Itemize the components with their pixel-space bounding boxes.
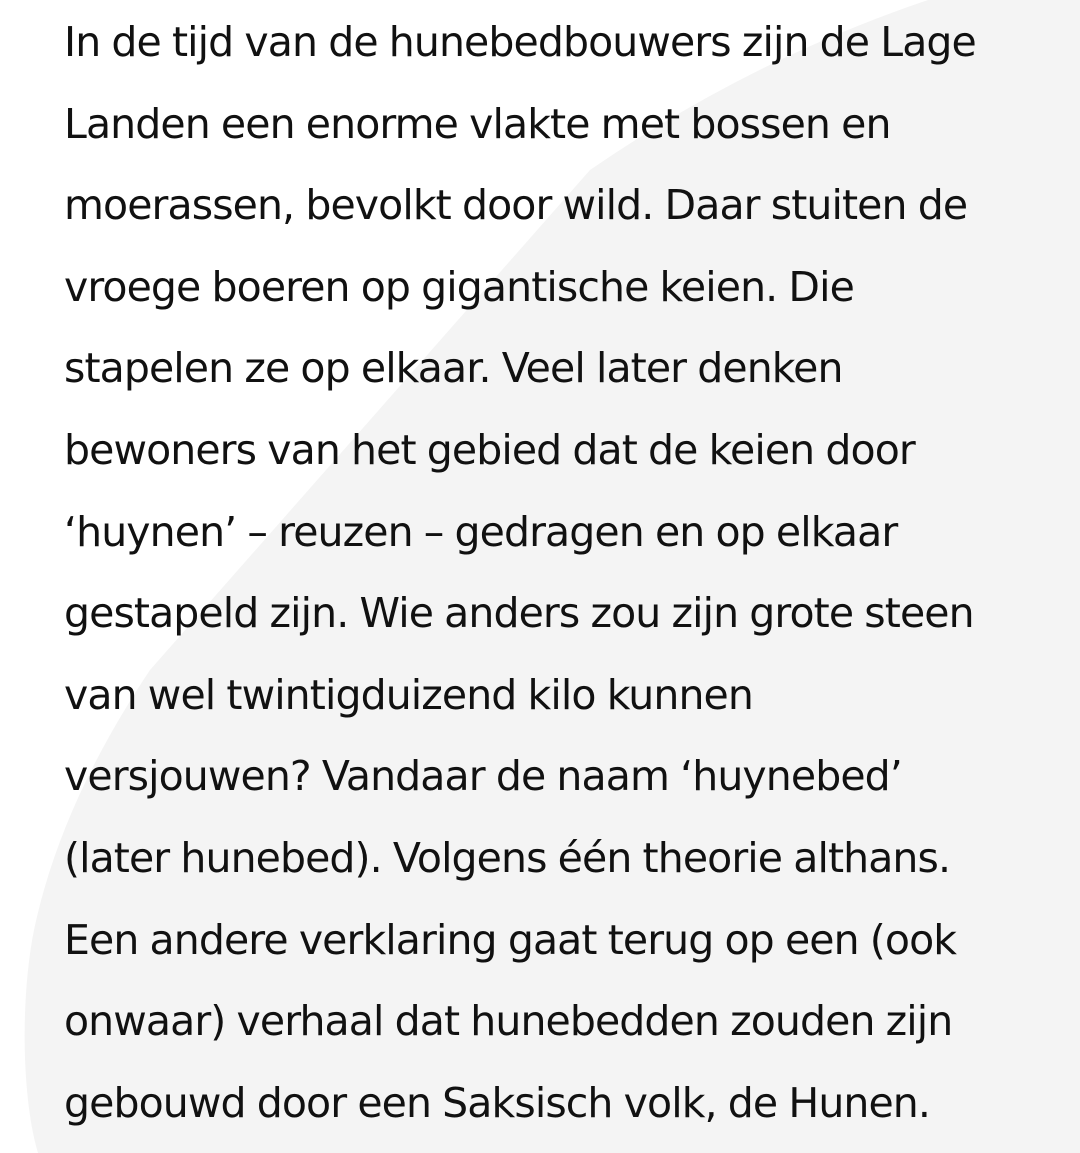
article-line: gebouwd door een Saksisch volk, de Hunen. [64, 1078, 931, 1127]
article-line: bewoners van het gebied dat de keien door [64, 425, 915, 474]
article-line: onwaar) verhaal dat hunebedden zouden zijn [64, 997, 953, 1046]
article-line: moerassen, bevolkt door wild. Daar stuiten de [64, 181, 968, 230]
article-line: gestapeld zijn. Wie anders zou zijn grote steen [64, 589, 974, 638]
article-line: vroege boeren op gigantische keien. Die [64, 262, 854, 311]
article-body [64, 2, 1064, 1144]
article-line: (later hunebed). Volgens één theorie althans. [64, 833, 951, 882]
article-line: stapelen ze op elkaar. Veel later denken [64, 344, 843, 393]
article-line: In de tijd van de hunebedbouwers zijn de Lage [64, 18, 976, 66]
article-line: ‘huynen’ – reuzen – gedragen en op elkaar [64, 507, 898, 556]
article-line: Landen een enorme vlakte met bossen en [64, 99, 891, 148]
article-line: versjouwen? Vandaar de naam ‘huynebed’ [64, 752, 902, 801]
article-line: van wel twintigduizend kilo kunnen [64, 670, 753, 719]
article-line: Een andere verklaring gaat terug op een (ook [64, 915, 957, 964]
